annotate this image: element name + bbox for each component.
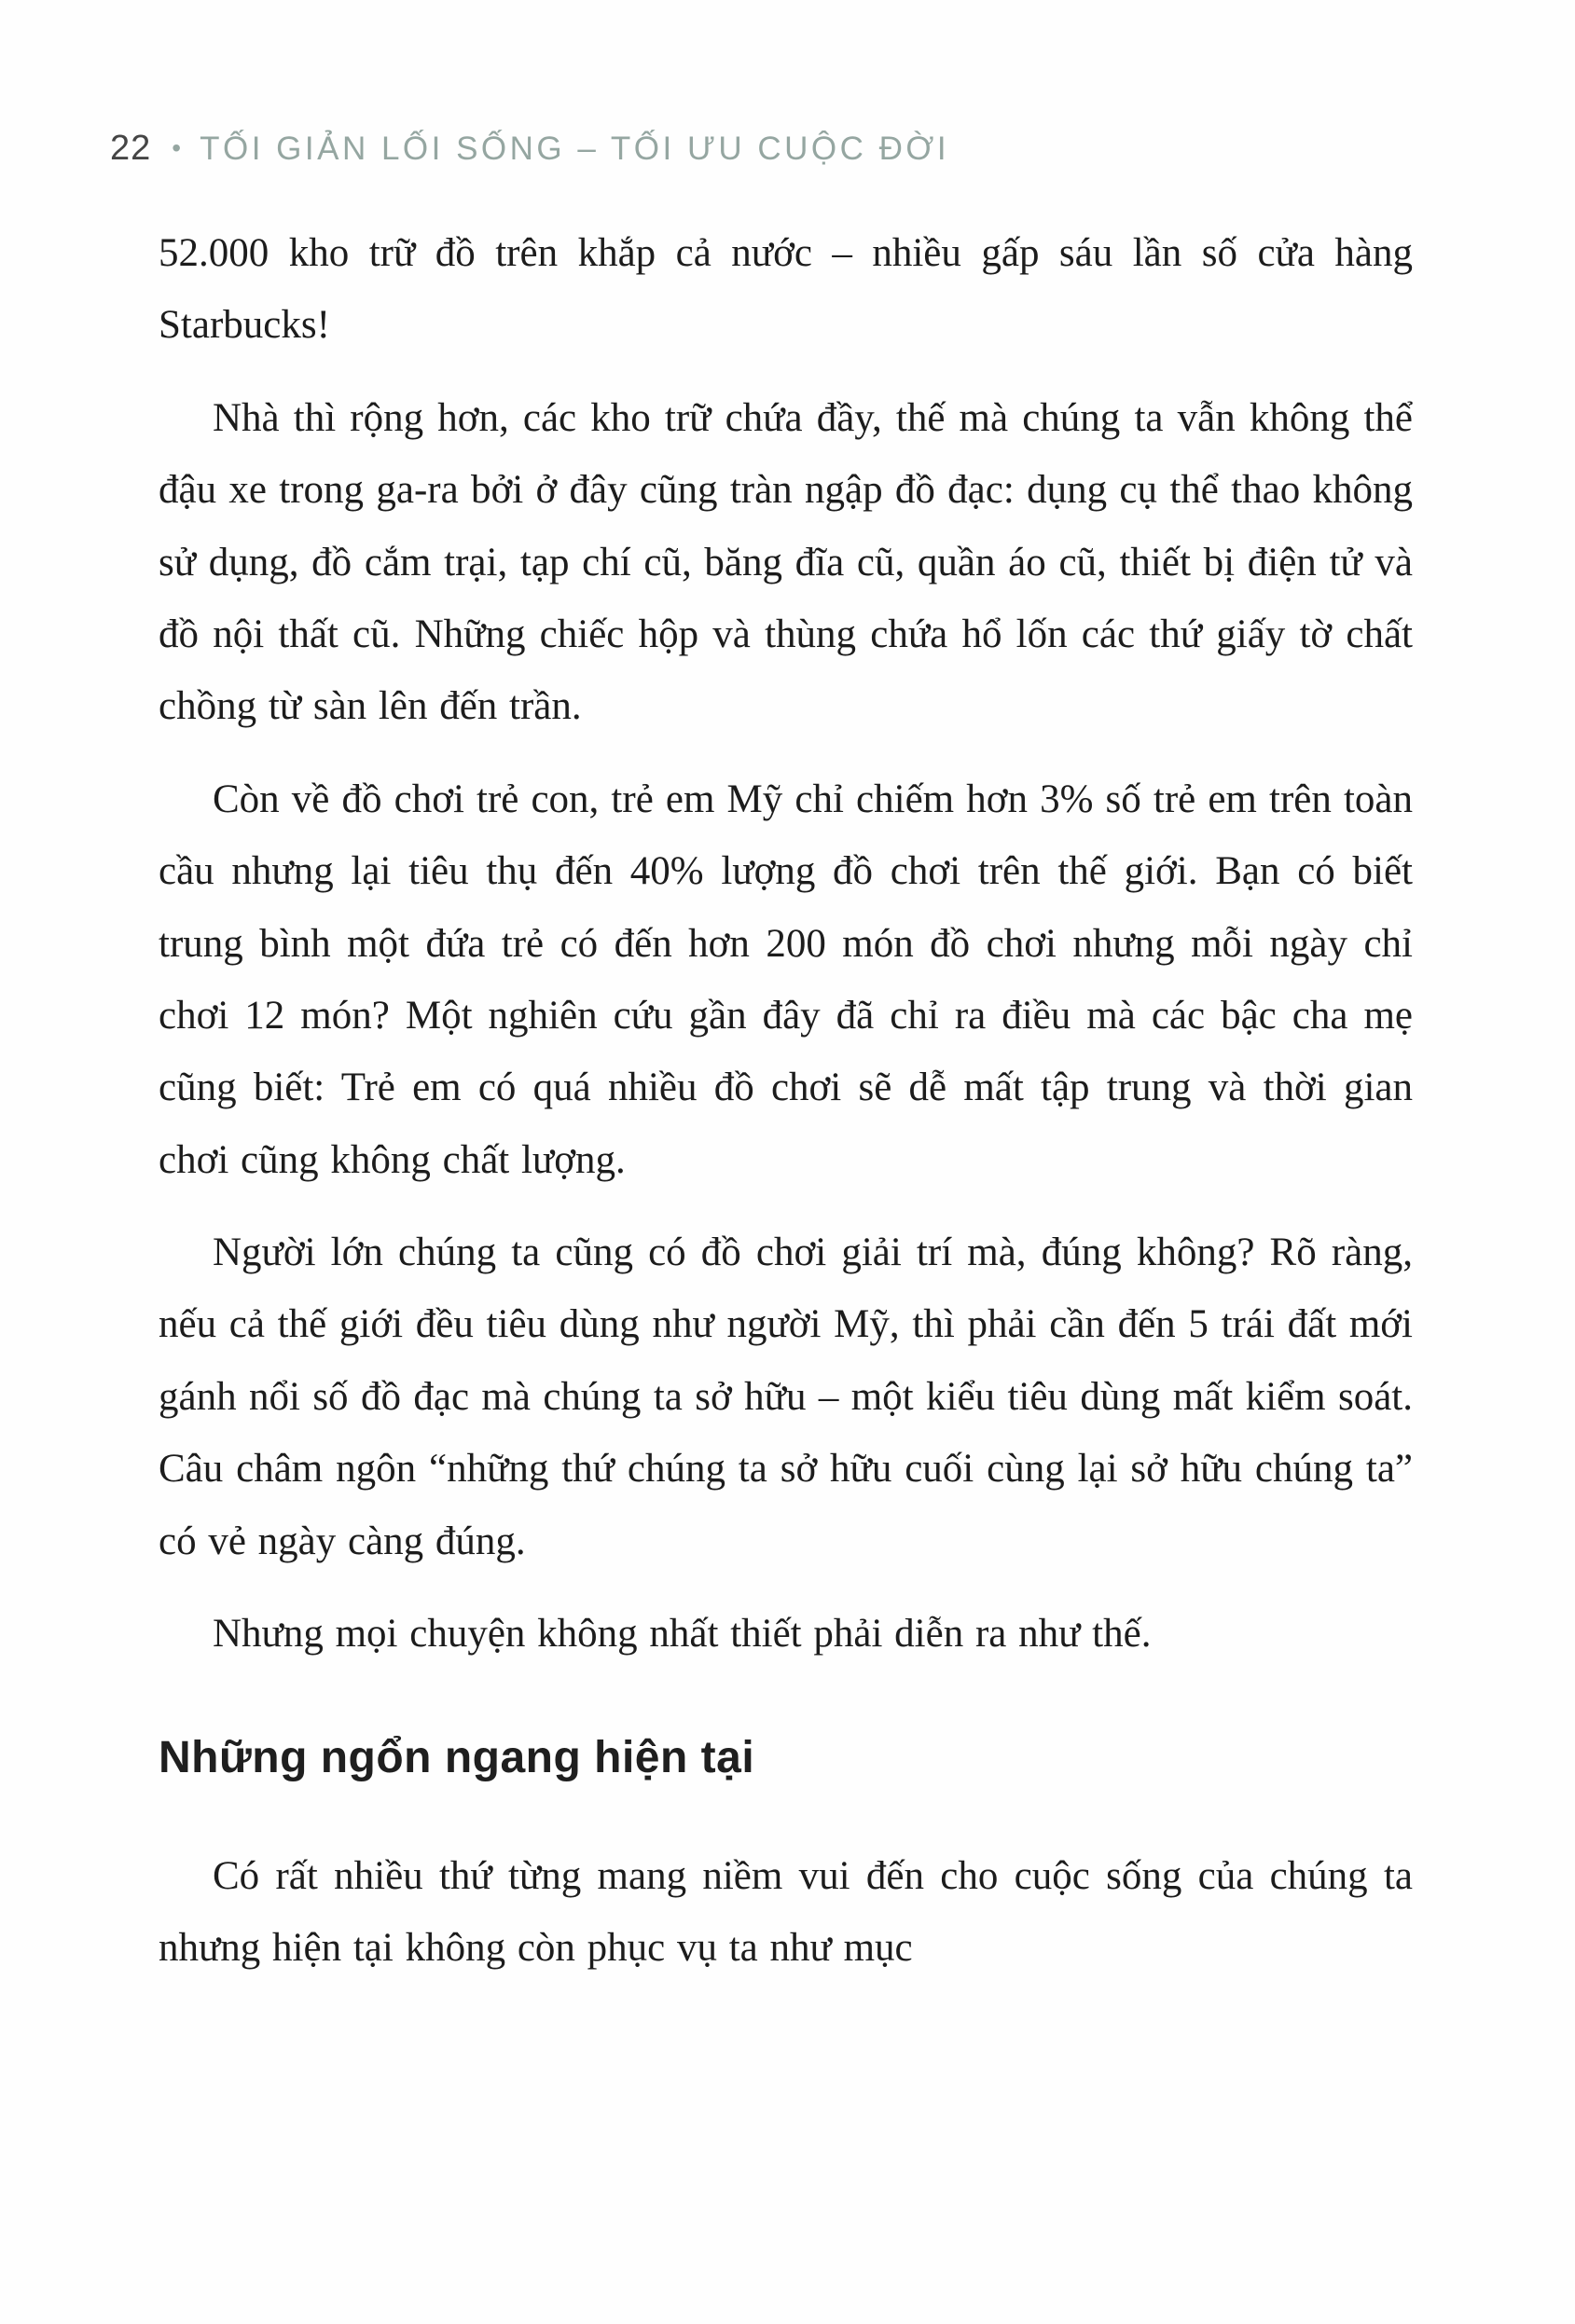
section-heading: Những ngổn ngang hiện tại (159, 1733, 755, 1783)
header-bullet-icon: • (172, 133, 182, 162)
page-number: 22 (110, 129, 152, 168)
paragraph: Nhưng mọi chuyện không nhất thiết phải diễn ra như thế. (213, 1612, 1152, 1657)
running-title: TỐI GIẢN LỐI SỐNG – TỐI ƯU CUỘC ĐỜI (200, 131, 950, 167)
paragraph: Người lớn chúng ta cũng có đồ chơi giải trí mà, đúng không? Rõ ràng, nếu cả thế giới đều tiêu dùng như người Mỹ, thì phải cần đến 5 trái đất mới gánh nổi số đồ đạc mà chúng ta sở hữu – một kiểu tiêu dùng mất kiểm soát. Câu châm ngôn “những thứ chúng ta sở hữu cuối cùng lại sở hữu chúng ta” có vẻ ngày càng đúng. (159, 1231, 1413, 1563)
paragraph: Có rất nhiều thứ từng mang niềm vui đến cho cuộc sống của chúng ta nhưng hiện tại không còn phục vụ ta như mục (159, 1853, 1413, 1971)
paragraph: Còn về đồ chơi trẻ con, trẻ em Mỹ chỉ chiếm hơn 3% số trẻ em trên toàn cầu nhưng lại tiêu thụ đến 40% lượng đồ chơi trên thế giới. Bạn có biết trung bình một đứa trẻ có đến hơn 200 món đồ chơi nhưng mỗi ngày chỉ chơi 12 món? Một nghiên cứu gần đây đã chỉ ra điều mà các bậc cha mẹ cũng biết: Trẻ em có quá nhiều đồ chơi sẽ dễ mất tập trung và thời gian chơi cũng không chất lượng. (159, 777, 1413, 1182)
running-header (110, 129, 1416, 169)
paragraph-continuation: 52.000 kho trữ đồ trên khắp cả nước – nhiều gấp sáu lần số cửa hàng Starbucks! (159, 231, 1413, 348)
paragraph: Nhà thì rộng hơn, các kho trữ chứa đầy, thế mà chúng ta vẫn không thể đậu xe trong ga-ra bởi ở đây cũng tràn ngập đồ đạc: dụng cụ thể thao không sử dụng, đồ cắm trại, tạp chí cũ, băng đĩa cũ, quần áo cũ, thiết bị điện tử và đồ nội thất cũ. Những chiếc hộp và thùng chứa hổ lốn các thứ giấy tờ chất chồng từ sàn lên đến trần. (159, 395, 1413, 729)
body-text-block (159, 217, 1413, 1985)
